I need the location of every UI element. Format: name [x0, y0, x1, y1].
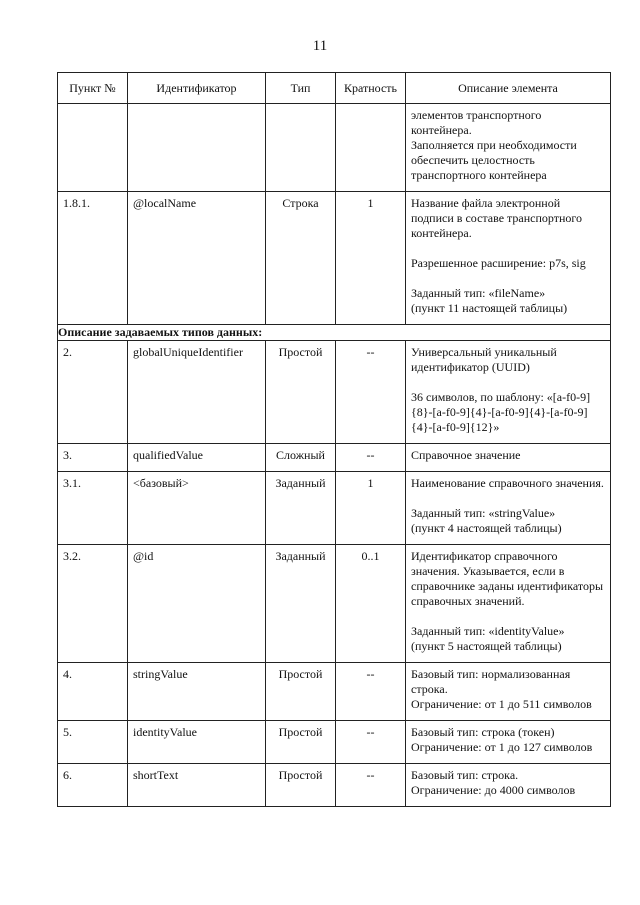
- description-cell: [406, 764, 611, 807]
- type-cell-text: [266, 104, 335, 116]
- type-cell: [266, 721, 336, 764]
- identifier-cell: [128, 663, 266, 721]
- table-row: [58, 192, 611, 325]
- description-cell: [406, 472, 611, 545]
- multiplicity-cell-text: [336, 104, 405, 116]
- table-body-top: [58, 104, 611, 325]
- identifier-cell-text: qualifiedValue: [133, 448, 203, 462]
- multiplicity-cell-text: --: [366, 667, 375, 681]
- multiplicity-cell-text: 1: [367, 196, 374, 210]
- description-paragraph: Идентификатор справочного значения. Указывается, если в справочнике заданы идентификаторы справочных значений.: [411, 549, 604, 608]
- table-row: [58, 663, 611, 721]
- description-paragraph: Универсальный уникальный идентификатор (UUID): [411, 345, 557, 374]
- item-number-cell: [58, 104, 128, 192]
- description-cell: [406, 104, 611, 192]
- description-paragraph: Заданный тип: «identityValue» (пункт 5 настоящей таблицы): [411, 624, 565, 653]
- table-row: [58, 444, 611, 472]
- type-cell-text: Заданный: [275, 476, 326, 490]
- item-number-cell-text: 6.: [63, 768, 72, 782]
- item-number-cell: [58, 545, 128, 663]
- type-cell: [266, 663, 336, 721]
- page-number: 11: [312, 38, 328, 54]
- type-cell: [266, 192, 336, 325]
- identifier-cell: [128, 104, 266, 192]
- type-cell-text: Сложный: [276, 448, 325, 462]
- table-row: [58, 764, 611, 807]
- item-number-cell-text: 4.: [63, 667, 72, 681]
- description-paragraph: Базовый тип: нормализованная строка. Ограничение: от 1 до 511 символов: [411, 667, 592, 711]
- description-cell: [406, 341, 611, 444]
- header-identifier: Идентификатор: [128, 73, 266, 104]
- item-number-cell-text: 3.: [63, 448, 72, 462]
- type-cell: [266, 444, 336, 472]
- item-number-cell-text: 5.: [63, 725, 72, 739]
- table-header-row: [58, 73, 611, 104]
- identifier-cell-text: globalUniqueIdentifier: [133, 345, 243, 359]
- identifier-cell-text: stringValue: [133, 667, 188, 681]
- multiplicity-cell: [336, 444, 406, 472]
- multiplicity-cell-text: --: [366, 725, 375, 739]
- identifier-cell: [128, 472, 266, 545]
- multiplicity-cell-text: 1: [367, 476, 374, 490]
- header-description: Описание элемента: [406, 73, 611, 104]
- identifier-cell: [128, 545, 266, 663]
- multiplicity-cell-text: --: [366, 768, 375, 782]
- type-cell: [266, 472, 336, 545]
- multiplicity-cell: [336, 663, 406, 721]
- identifier-cell: [128, 721, 266, 764]
- multiplicity-cell: [336, 341, 406, 444]
- description-paragraph: Базовый тип: строка. Ограничение: до 4000 символов: [411, 768, 576, 797]
- identifier-cell-text: <базовый>: [133, 476, 189, 490]
- description-paragraph: Справочное значение: [411, 448, 521, 462]
- multiplicity-cell: [336, 721, 406, 764]
- type-cell: [266, 545, 336, 663]
- type-cell-text: Простой: [278, 768, 323, 782]
- type-cell-text: Простой: [278, 725, 323, 739]
- description-paragraph: Базовый тип: строка (токен) Ограничение: от 1 до 127 символов: [411, 725, 593, 754]
- multiplicity-cell: [336, 192, 406, 325]
- description-paragraph: Заданный тип: «stringValue» (пункт 4 настоящей таблицы): [411, 506, 562, 535]
- description-paragraph: Название файла электронной подписи в составе транспортного контейнера.: [411, 196, 583, 240]
- item-number-cell: [58, 663, 128, 721]
- identifier-cell: [128, 444, 266, 472]
- table-row: [58, 721, 611, 764]
- table-row: [58, 341, 611, 444]
- multiplicity-cell: [336, 545, 406, 663]
- table-row: [58, 104, 611, 192]
- description-paragraph: Разрешенное расширение: p7s, sig: [411, 256, 586, 270]
- item-number-cell: [58, 472, 128, 545]
- description-cell: [406, 721, 611, 764]
- description-cell: [406, 663, 611, 721]
- item-number-cell: [58, 341, 128, 444]
- item-number-cell: [58, 192, 128, 325]
- type-cell: [266, 764, 336, 807]
- identifier-cell-text: @localName: [133, 196, 197, 210]
- description-cell: [406, 545, 611, 663]
- multiplicity-cell: [336, 104, 406, 192]
- multiplicity-cell: [336, 472, 406, 545]
- identifier-cell-text: identityValue: [133, 725, 197, 739]
- type-cell-text: Простой: [278, 345, 323, 359]
- item-number-cell-text: 1.8.1.: [63, 196, 90, 210]
- header-multiplicity: Кратность: [336, 73, 406, 104]
- item-number-cell-text: 3.1.: [63, 476, 81, 490]
- data-spec-table: [57, 72, 611, 807]
- type-cell-text: Заданный: [275, 549, 326, 563]
- multiplicity-cell-text: --: [366, 345, 375, 359]
- identifier-cell: [128, 192, 266, 325]
- section-title: Описание задаваемых типов данных:: [58, 325, 611, 341]
- identifier-cell-text: [128, 104, 265, 116]
- item-number-cell-text: [58, 104, 127, 116]
- item-number-cell-text: 3.2.: [63, 549, 81, 563]
- description-paragraph: Наименование справочного значения.: [411, 476, 604, 490]
- type-cell: [266, 104, 336, 192]
- description-paragraph: элементов транспортного контейнера. Заполняется при необходимости обеспечить целостность транспортного контейнера: [411, 108, 577, 182]
- item-number-cell: [58, 764, 128, 807]
- item-number-cell-text: 2.: [63, 345, 72, 359]
- section-header: [58, 325, 611, 341]
- multiplicity-cell-text: --: [366, 448, 375, 462]
- description-cell: [406, 192, 611, 325]
- multiplicity-cell: [336, 764, 406, 807]
- identifier-cell: [128, 341, 266, 444]
- table-row: [58, 472, 611, 545]
- description-paragraph: 36 символов, по шаблону: «[a-f0-9]{8}-[a-f0-9]{4}-[a-f0-9]{4}-[a-f0-9]{4}-[a-f0-9]{12}»: [411, 390, 591, 434]
- identifier-cell-text: @id: [133, 549, 154, 563]
- type-cell-text: Простой: [278, 667, 323, 681]
- item-number-cell: [58, 721, 128, 764]
- item-number-cell: [58, 444, 128, 472]
- description-paragraph: Заданный тип: «fileName» (пункт 11 настоящей таблицы): [411, 286, 568, 315]
- identifier-cell: [128, 764, 266, 807]
- header-type: Тип: [266, 73, 336, 104]
- section-row: [58, 325, 611, 341]
- multiplicity-cell-text: 0..1: [361, 549, 380, 563]
- table-body-bottom: [58, 341, 611, 807]
- table-row: [58, 545, 611, 663]
- type-cell: [266, 341, 336, 444]
- identifier-cell-text: shortText: [133, 768, 179, 782]
- header-item-number: Пункт №: [58, 73, 128, 104]
- description-cell: [406, 444, 611, 472]
- type-cell-text: Строка: [282, 196, 319, 210]
